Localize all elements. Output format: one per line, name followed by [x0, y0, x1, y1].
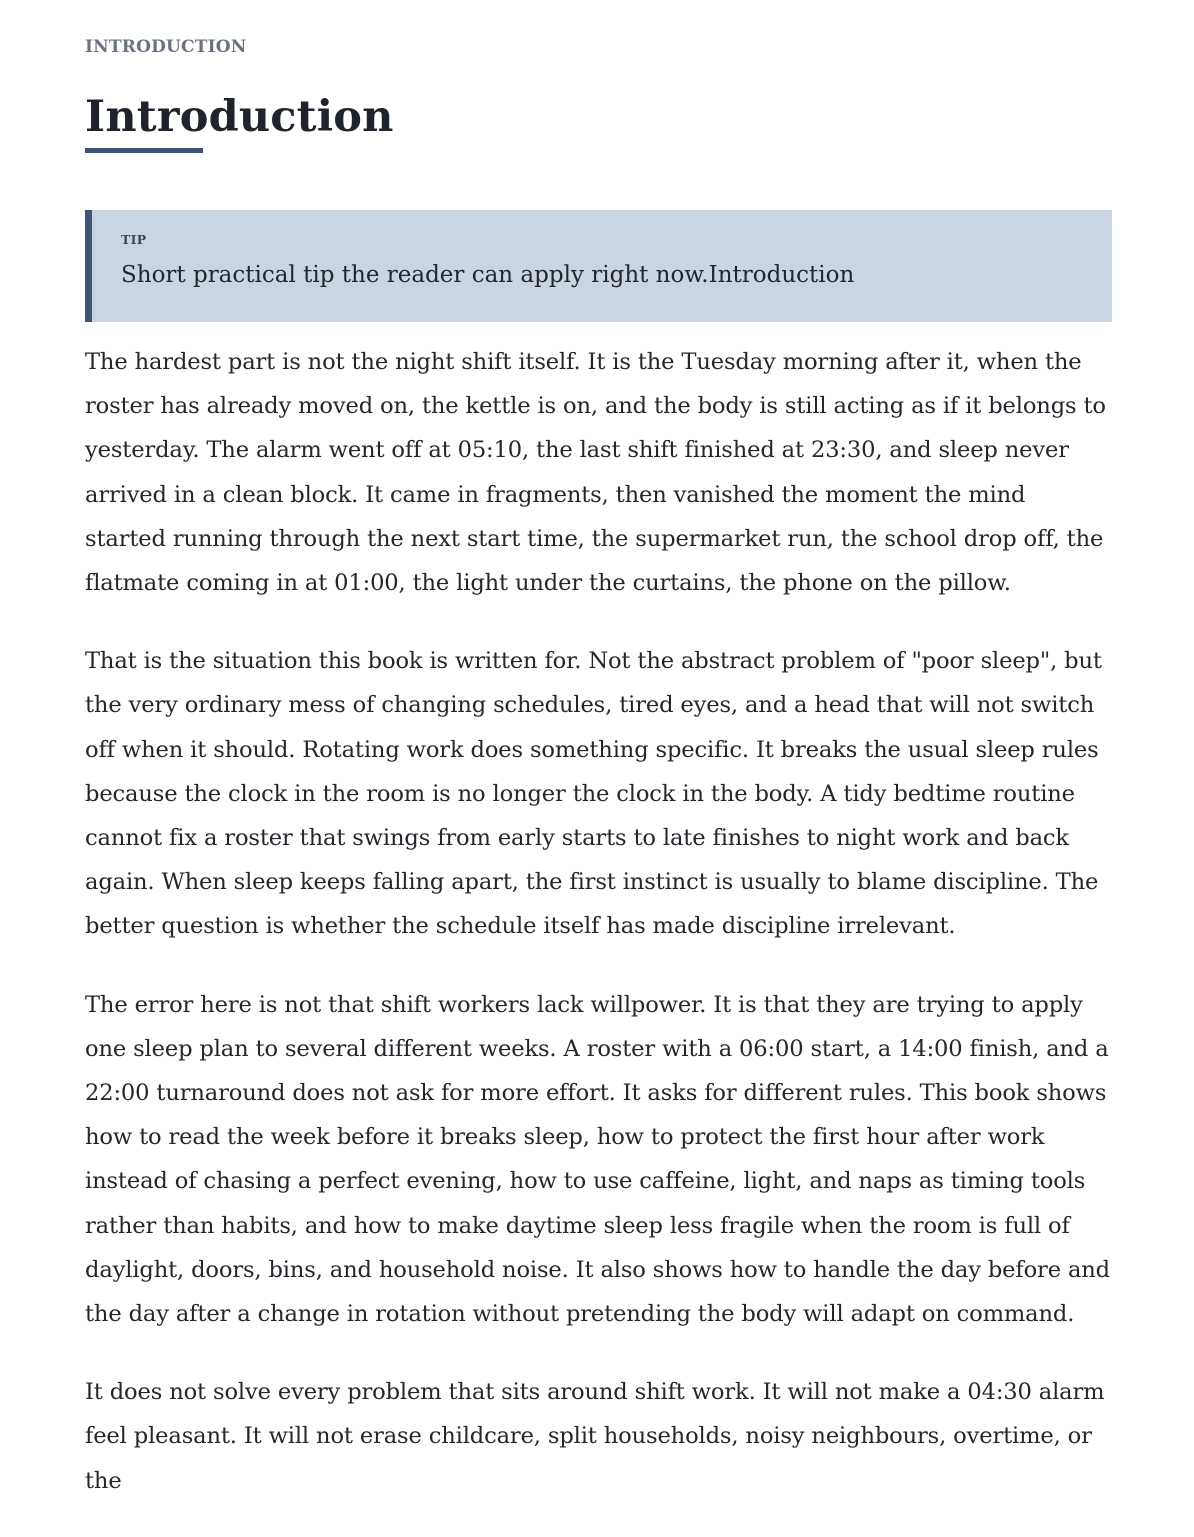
- tip-callout: [85, 210, 1112, 322]
- body-text: [85, 340, 1112, 1537]
- page-title: Introduction: [85, 92, 394, 142]
- paragraph-1: The hardest part is not the night shift itself. It is the Tuesday morning after it, when the roster has already moved on, the kettle is on, and the body is still acting as if it belongs to yesterday. The alarm went off at 05:10, the last shift finished at 23:30, and sleep never arrived in a clean block. It came in fragments, then vanished the moment the mind started running through the next start time, the supermarket run, the school drop off, the flatmate coming in at 01:00, the light under the curtains, the phone on the pillow.: [85, 349, 1106, 597]
- paragraph-2: That is the situation this book is written for. Not the abstract problem of "poor sleep", but the very ordinary mess of changing schedules, tired eyes, and a head that will not switch off when it should. Rotating work does something specific. It breaks the usual sleep rules because the clock in the room is no longer the clock in the body. A tidy bedtime routine cannot fix a roster that swings from early starts to late finishes to night work and back again. When sleep keeps falling apart, the first instinct is usually to blame discipline. The better question is whether the schedule itself has made discipline irrelevant.: [85, 648, 1102, 940]
- title-underline: [85, 148, 203, 153]
- section-label: INTRODUCTION: [85, 37, 247, 57]
- paragraph-4: It does not solve every problem that sits around shift work. It will not make a 04:30 alarm feel pleasant. It will not erase childcare, split households, noisy neighbours, overtime, or the: [85, 1379, 1105, 1494]
- tip-text: Short practical tip the reader can apply right now.Introduction: [121, 261, 855, 288]
- paragraph-3: The error here is not that shift workers lack willpower. It is that they are trying to apply one sleep plan to several different weeks. A roster with a 06:00 start, a 14:00 finish, and a 22:00 turnaround does not ask for more effort. It asks for different rules. This book shows how to read the week before it breaks sleep, how to protect the first hour after work instead of chasing a perfect evening, how to use caffeine, light, and naps as timing tools rather than habits, and how to make daytime sleep less fragile when the room is full of daylight, doors, bins, and household noise. It also shows how to handle the day before and the day after a change in rotation without pretending the body will adapt on command.: [85, 991, 1110, 1328]
- tip-label: TIP: [121, 232, 147, 247]
